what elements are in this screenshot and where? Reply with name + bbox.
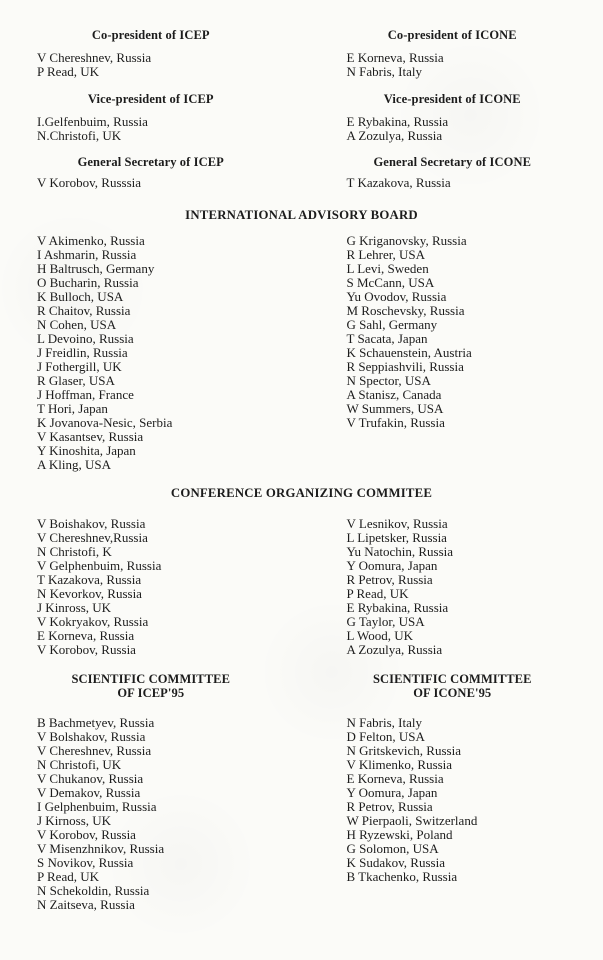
member-name: B Bachmetyev, Russia [37,715,155,730]
member-name: G Taylor, USA [346,614,425,629]
member-list [302,176,603,190]
member-name: K Bulloch, USA [37,289,124,304]
member-name: N Fabris, Italy [346,64,422,79]
co-president-icep-column [0,28,302,79]
member-name: P Read, UK [346,586,409,601]
member-name: E Korneva, Russia [346,50,444,65]
member-name: H Ryzewski, Poland [346,827,453,842]
member-list [302,234,603,472]
member-name: K Jovanova-Nesic, Serbia [37,415,173,430]
member-name: N.Christofi, UK [37,128,122,143]
member-list [0,115,302,143]
member-name: A Stanisz, Canada [346,387,442,402]
member-name: R Seppiashvili, Russia [346,359,464,374]
member-list [0,176,302,190]
member-name: N Schekoldin, Russia [37,883,150,898]
member-name: R Chaitov, Russia [37,303,131,318]
member-name: N Kevorkov, Russia [37,586,142,601]
member-list [302,716,603,912]
member-name: P Read, UK [37,869,99,884]
member-name: V Kokryakov, Russia [37,614,149,629]
member-name: N Cohen, USA [37,317,117,332]
scientific-committee-icone-header [302,672,603,700]
member-name: P Read, UK [37,64,99,79]
organizing-committee-columns [0,517,603,657]
member-list [0,716,302,912]
member-name: R Petrov, Russia [346,572,433,587]
member-name: A Zozulya, Russia [346,128,443,143]
member-name: E Rybakina, Russia [346,114,449,129]
member-list [0,51,302,79]
member-name: J Freidlin, Russia [37,345,128,360]
member-list [302,115,603,143]
member-name: V Demakov, Russia [37,785,141,800]
member-name: N Christofi, UK [37,757,122,772]
member-name: L Devoino, Russia [37,331,134,346]
member-name: N Christofi, K [37,544,112,559]
section-subtitle: OF ICONE'95 [413,686,492,700]
section-title: SCIENTIFIC COMMITTEE [71,672,231,686]
general-secretary-row [0,155,603,190]
member-name: K Sudakov, Russia [346,855,445,870]
member-name: V Chereshnev, Russia [37,743,152,758]
member-name: V Klimenko, Russia [346,757,453,772]
member-name: E Korneva, Russia [346,771,444,786]
scientific-committee-columns [0,716,603,912]
member-list [302,51,603,79]
section-title: General Secretary of ICEP [77,155,224,169]
member-name: V Chereshnev, Russia [37,50,152,65]
section-title: General Secretary of ICONE [373,155,532,169]
member-name: V Bolshakov, Russia [37,729,146,744]
member-name: R Lehrer, USA [346,247,426,262]
member-name: T Kazakova, Russia [37,572,142,587]
member-name: J Hoffman, France [37,387,134,402]
member-name: V Korobov, Russia [37,642,136,657]
member-name: A Zozulya, Russia [346,642,443,657]
member-list [0,234,302,472]
scientific-committee-icep-header [0,672,302,700]
member-name: N Gritskevich, Russia [346,743,461,758]
member-name: V Chereshnev,Russia [37,530,148,545]
member-name: L Levi, Sweden [346,261,429,276]
member-list [0,517,302,657]
member-name: T Kazakova, Russia [346,175,451,190]
member-name: J Kinross, UK [37,600,112,615]
member-name: W Summers, USA [346,401,444,416]
member-name: R Glaser, USA [37,373,115,388]
general-secretary-icone-column [302,155,603,190]
section-title: SCIENTIFIC COMMITTEE [372,672,532,686]
member-name: V Chukanov, Russia [37,771,144,786]
member-name: V Kasantsev, Russia [37,429,144,444]
member-name: N Zaitseva, Russia [37,897,135,912]
member-name: V Boishakov, Russia [37,516,146,531]
section-subtitle: OF ICEP'95 [117,686,185,700]
member-name: H Baltrusch, Germany [37,261,155,276]
member-name: N Fabris, Italy [346,715,422,730]
member-name: V Korobov, Russia [37,827,136,842]
leadership-section [0,28,603,190]
member-name: S McCann, USA [346,275,435,290]
member-name: I Gelphenbuim, Russia [37,799,157,814]
section-title: Vice-president of ICONE [383,92,521,106]
vice-president-icep-column [0,92,302,143]
member-name: O Bucharin, Russia [37,275,139,290]
member-name: M Roschevsky, Russia [346,303,465,318]
member-name: G Sahl, Germany [346,317,438,332]
advisory-board-section [0,208,603,472]
organizing-committee-section [0,486,603,657]
member-name: L Lipetsker, Russia [346,530,447,545]
member-name: S Novikov, Russia [37,855,134,870]
member-name: J Kirnoss, UK [37,813,112,828]
general-secretary-icep-column [0,155,302,190]
member-name: V Misenzhnikov, Russia [37,841,165,856]
member-name: Y Oomura, Japan [346,558,438,573]
member-name: K Schauenstein, Austria [346,345,472,360]
vice-president-row [0,92,603,143]
member-name: T Hori, Japan [37,401,108,416]
member-name: Y Oomura, Japan [346,785,438,800]
section-title: Co-president of ICONE [387,28,517,42]
member-name: L Wood, UK [346,628,413,643]
member-name: G Kriganovsky, Russia [346,233,467,248]
member-name: A Kling, USA [37,457,112,472]
member-name: J Fothergill, UK [37,359,122,374]
co-president-row [0,28,603,79]
member-name: V Gelphenbuim, Russia [37,558,162,573]
scientific-committees-section [0,672,603,912]
member-name: B Tkachenko, Russia [346,869,458,884]
vice-president-icone-column [302,92,603,143]
member-name: D Felton, USA [346,729,425,744]
member-name: V Trufakin, Russia [346,415,445,430]
member-name: N Spector, USA [346,373,431,388]
member-name: W Pierpaoli, Switzerland [346,813,478,828]
organizing-committee-title: CONFERENCE ORGANIZING COMMITEE [170,486,433,500]
scientific-committee-headers [0,672,603,700]
member-name: Y Kinoshita, Japan [37,443,136,458]
section-title: Co-president of ICEP [91,28,210,42]
member-name: E Korneva, Russia [37,628,135,643]
member-name: G Solomon, USA [346,841,439,856]
member-name: E Rybakina, Russia [346,600,449,615]
advisory-board-title: INTERNATIONAL ADVISORY BOARD [185,208,418,222]
advisory-board-columns [0,234,603,472]
member-name: R Petrov, Russia [346,799,433,814]
member-list [302,517,603,657]
member-name: V Korobov, Russsia [37,175,142,190]
co-president-icone-column [302,28,603,79]
member-name: V Akimenko, Russia [37,233,145,248]
member-name: Yu Natochin, Russia [346,544,454,559]
member-name: I.Gelfenbuim, Russia [37,114,148,129]
member-name: Yu Ovodov, Russia [346,289,447,304]
member-name: V Lesnikov, Russia [346,516,448,531]
member-name: T Sacata, Japan [346,331,428,346]
section-title: Vice-president of ICEP [87,92,214,106]
member-name: I Ashmarin, Russia [37,247,137,262]
